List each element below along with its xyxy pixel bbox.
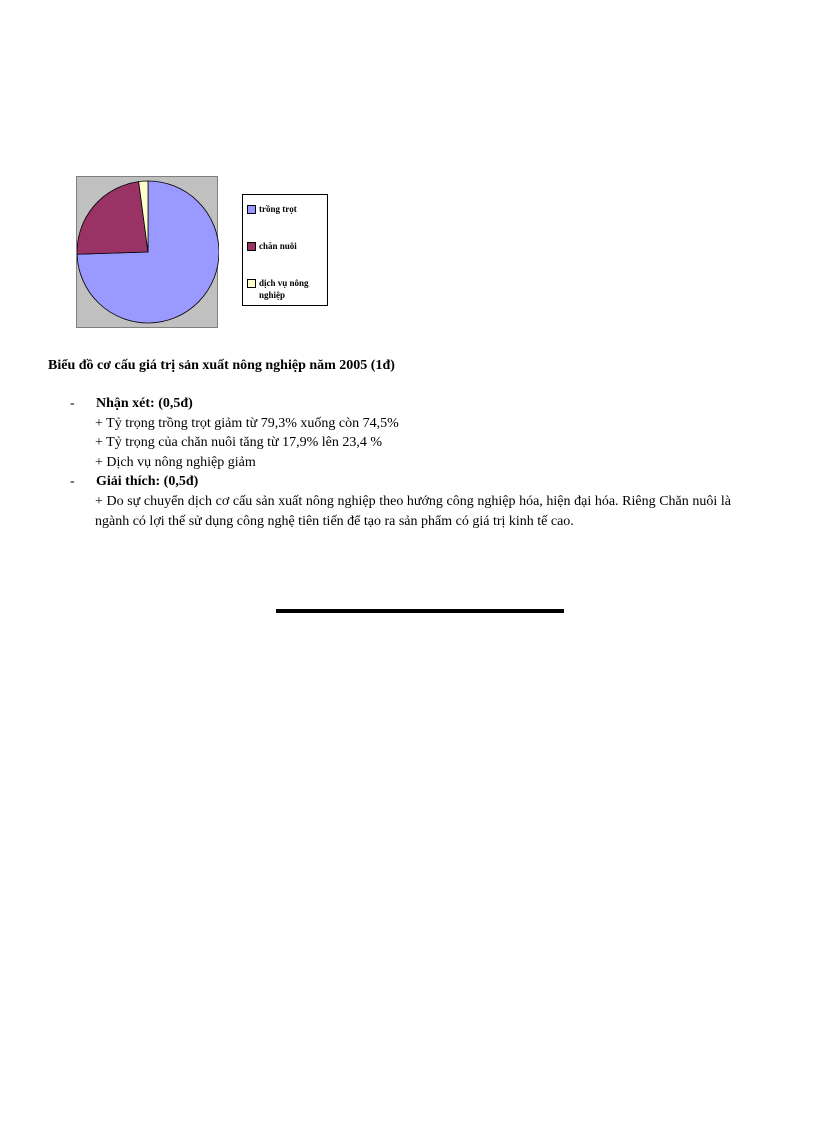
- legend-label-chan-nuoi: chăn nuôi: [259, 241, 297, 251]
- nhan-xet-line-2: + Tỷ trọng của chăn nuôi tăng từ 17,9% lên 23,4 %: [95, 435, 382, 450]
- nhan-xet-line-3: + Dịch vụ nông nghiệp giảm: [95, 455, 256, 470]
- pie-chart-area: [76, 176, 218, 328]
- legend-item-dich-vu: [247, 277, 323, 301]
- legend-swatch-trong-trot: [247, 205, 256, 214]
- chart-caption: Biểu đồ cơ cấu giá trị sản xuất nông nghiệp năm 2005 (1đ): [48, 358, 395, 373]
- horizontal-rule: [276, 609, 564, 613]
- pie-slice-chan-nuoi: [77, 182, 148, 255]
- legend-item-chan-nuoi: [247, 240, 297, 252]
- nhan-xet-line-1: + Tỷ trọng trồng trọt giảm từ 79,3% xuống còn 74,5%: [95, 416, 399, 431]
- bullet-dash: -: [70, 396, 75, 411]
- legend-label-trong-trot: trồng trọt: [259, 204, 297, 214]
- bullet-dash: -: [70, 474, 75, 489]
- nhan-xet-title: Nhận xét: (0,5đ): [96, 396, 193, 411]
- legend-swatch-chan-nuoi: [247, 242, 256, 251]
- legend-swatch-dich-vu: [247, 279, 256, 288]
- pie-chart: [77, 177, 219, 329]
- legend-item-trong-trot: [247, 203, 297, 215]
- giai-thich-text: + Do sự chuyển dịch cơ cấu sản xuất nông nghiệp theo hướng công nghiệp hóa, hiện đại hóa. Riêng Chăn nuôi là ngành có lợi thế sử dụng công nghệ tiên tiến để tạo ra sản phẩm có giá trị kinh tế cao.: [95, 494, 731, 529]
- chart-legend: [242, 194, 328, 306]
- giai-thich-title: Giải thích: (0,5đ): [96, 474, 199, 489]
- legend-label-dich-vu: dịch vụ nông nghiệp: [259, 278, 309, 300]
